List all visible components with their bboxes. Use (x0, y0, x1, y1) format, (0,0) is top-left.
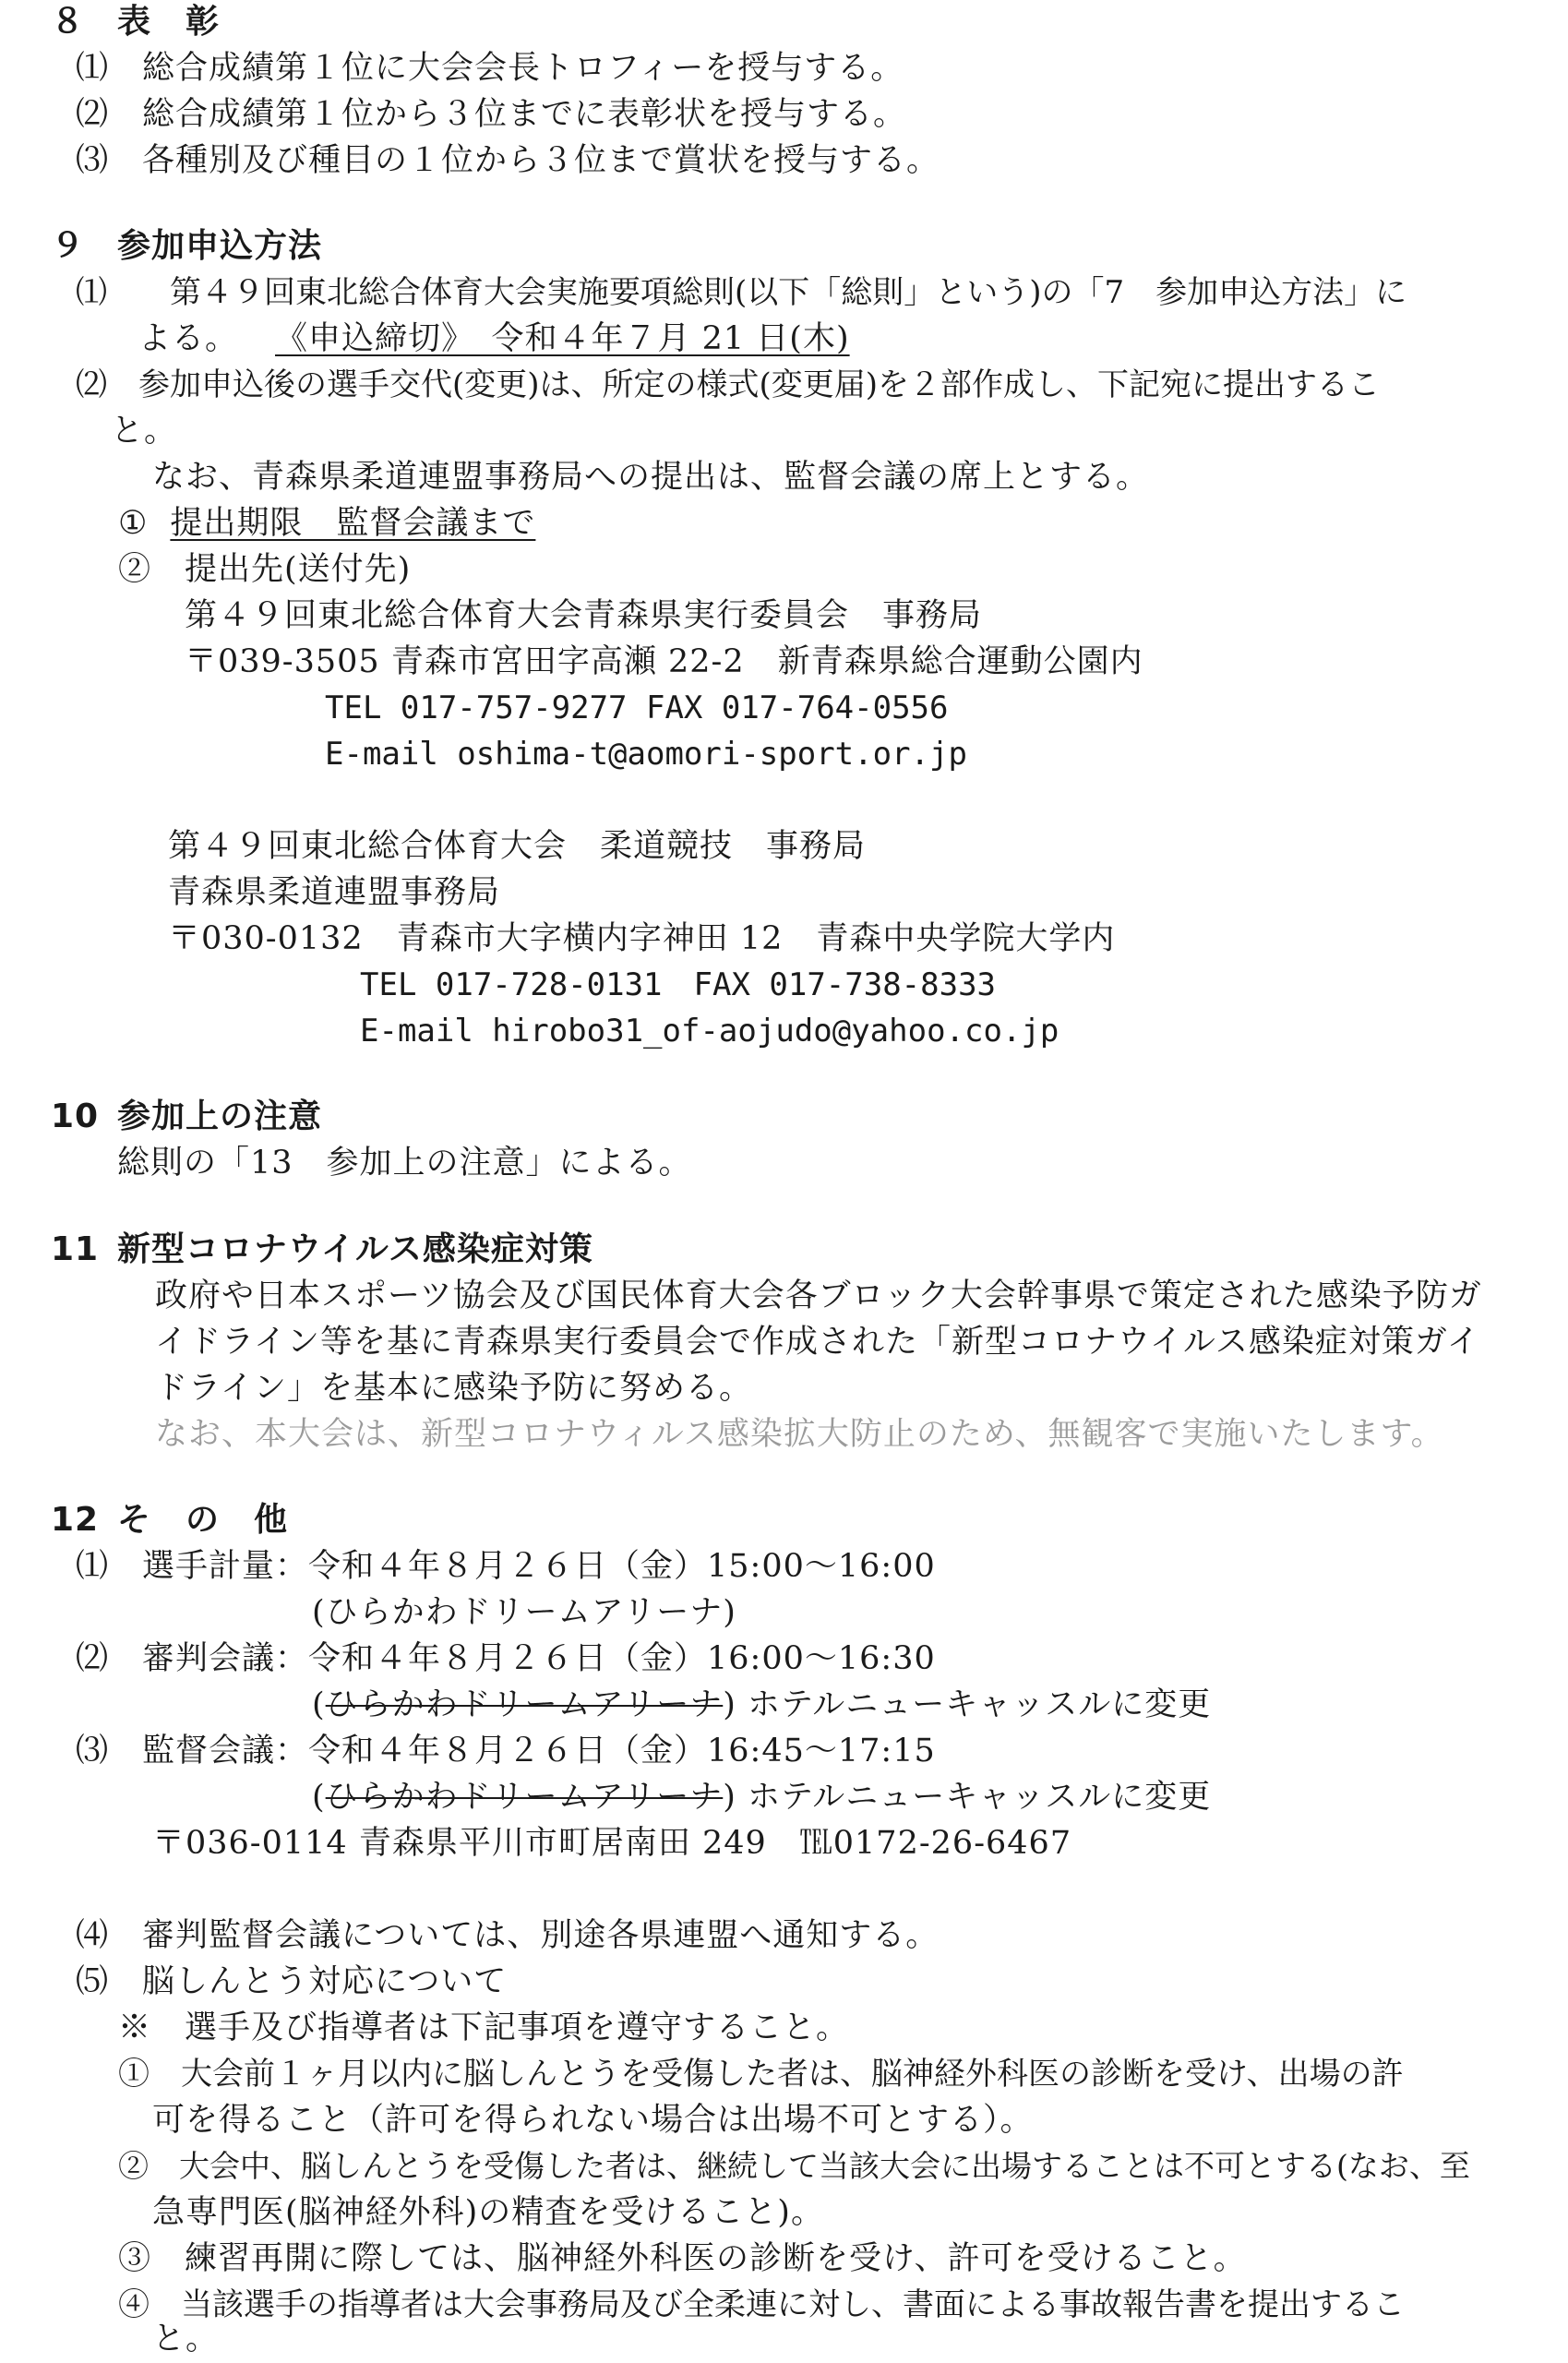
new-venue: ) ホテルニューキャッスルに変更 (723, 1779, 1212, 1816)
paren: ( (312, 1686, 326, 1723)
list-item-continuation (138, 317, 850, 361)
paragraph-line: 政府や日本スポーツ協会及び国民体育大会各ブロック大会幹事県で策定された感染予防ガ (155, 1277, 1482, 1314)
section-title: 新型コロナウイルス感染症対策 (117, 1230, 593, 1268)
address-post: 〒039-3505 青森市宮田字高瀬 22-2 新青森県総合運動公園内 (185, 643, 1143, 680)
rule-item: ③ 練習再開に際しては、脳神経外科医の診断を受け、許可を受けること。 (118, 2240, 1247, 2277)
venue: (ひらかわドリームアリーナ) (312, 1594, 736, 1631)
list-item: ⑶ 各種別及び種目の１位から３位まで賞状を授与する。 (76, 142, 940, 179)
paragraph-line: ドライン」を基本に感染予防に努める。 (155, 1370, 752, 1407)
section-number: ８ (51, 3, 86, 41)
address-email: E-mail oshima-t@aomori-sport.or.jp (325, 736, 967, 773)
sub-item: ② 提出先(送付先) (118, 551, 412, 588)
section-11-heading (51, 1228, 593, 1272)
section-title: 参加申込方法 (117, 227, 323, 265)
section-8-heading (51, 0, 220, 44)
list-item-continuation: と。 (111, 413, 178, 450)
notice-text: なお、本大会は、新型コロナウィルス感染拡大防止のため、無観客で実施いたします。 (155, 1416, 1444, 1453)
list-item: ⑵ 参加申込後の選手交代(変更)は、所定の様式(変更届)を２部作成し、下記宛に提出するこ (76, 366, 1381, 403)
venue-changed (312, 1683, 1211, 1727)
hotel-address: 〒036-0114 青森県平川市町居南田 249 ℡0172-26-6467 (152, 1825, 1072, 1862)
address-tel: TEL 017-757-9277 FAX 017-764-0556 (325, 690, 949, 726)
new-venue: ) ホテルニューキャッスルに変更 (723, 1686, 1212, 1723)
address-name: 第４９回東北総合体育大会青森県実行委員会 事務局 (185, 597, 983, 634)
list-item: ⑴ 総合成績第１位に大会会長トロフィーを授与する。 (76, 50, 904, 87)
address-name: 第４９回東北総合体育大会 柔道競技 事務局 (168, 828, 867, 865)
section-number: ９ (51, 227, 86, 265)
section-10-heading (51, 1095, 322, 1139)
paragraph: 総則の「13 参加上の注意」による。 (117, 1145, 692, 1182)
old-venue: ひらかわドリームアリーナ (325, 1686, 724, 1723)
address-post: 〒030-0132 青森市大字横内字神田 12 青森中央学院大学内 (168, 920, 1116, 957)
list-item: ⑴ 選手計量：令和４年８月２６日（金）15:00〜16:00 (76, 1548, 936, 1585)
rule-item: ① 大会前１ヶ月以内に脳しんとうを受傷した者は、脳神経外科医の診断を受け、出場の許 (118, 2056, 1404, 2093)
section-title: 表 彰 (117, 3, 221, 41)
rule-item-continuation: 急専門医(脳神経外科)の精査を受けること)。 (152, 2194, 824, 2231)
venue-changed (312, 1775, 1211, 1819)
list-item: ⑵ 総合成績第１位から３位までに表彰状を授与する。 (76, 96, 907, 133)
section-number: 12 (51, 1501, 100, 1539)
section-number: 10 (51, 1098, 100, 1135)
deadline: 《申込締切》 令和４年７月 21 日(木) (275, 320, 850, 357)
deadline-text: 提出期限 監督会議まで (170, 505, 536, 542)
paragraph-line: イドライン等を基に青森県実行委員会で作成された「新型コロナウイルス感染症対策ガイ (155, 1324, 1480, 1361)
text: よる。 (138, 320, 239, 357)
rule-item: ④ 当該選手の指導者は大会事務局及び全柔連に対し、書面による事故報告書を提出するこ (118, 2286, 1405, 2323)
rule-item-continuation: 可を得ること（許可を得られない場合は出場不可とする）。 (152, 2102, 1034, 2139)
section-number: 11 (51, 1230, 100, 1268)
rule-item: ② 大会中、脳しんとうを受傷した者は、継続して当該大会に出場することは不可とする(なお、至 (118, 2148, 1470, 2184)
paren: ( (312, 1779, 326, 1816)
list-item: ⑸ 脳しんとう対応について (76, 1963, 508, 2000)
section-title: そ の 他 (117, 1501, 289, 1539)
old-venue: ひらかわドリームアリーナ (325, 1779, 724, 1816)
address-email: E-mail hirobo31_of-aojudo@yahoo.co.jp (360, 1013, 1059, 1050)
note: なお、青森県柔道連盟事務局への提出は、監督会議の席上とする。 (152, 459, 1150, 496)
section-12-heading (51, 1498, 288, 1542)
list-item: ⑶ 監督会議：令和４年８月２６日（金）16:45〜17:15 (76, 1733, 936, 1769)
address-tel: TEL 017-728-0131 FAX 017-738-8333 (360, 966, 997, 1003)
section-9-heading (51, 224, 322, 269)
list-item: ⑴ 第４９回東北総合体育大会実施要項総則(以下「総則」という)の「7 参加申込方法」に (76, 274, 1407, 311)
address-org: 青森県柔道連盟事務局 (168, 874, 501, 911)
list-item: ⑷ 審判監督会議については、別途各県連盟へ通知する。 (76, 1917, 940, 1954)
section-title: 参加上の注意 (117, 1098, 323, 1135)
note: ※ 選手及び指導者は下記事項を遵守すること。 (118, 2009, 850, 2046)
list-item: ⑵ 審判会議：令和４年８月２６日（金）16:00〜16:30 (76, 1640, 936, 1677)
sub-item (118, 501, 535, 546)
mark: ① (118, 505, 149, 542)
rule-item-continuation: と。 (152, 2321, 220, 2357)
